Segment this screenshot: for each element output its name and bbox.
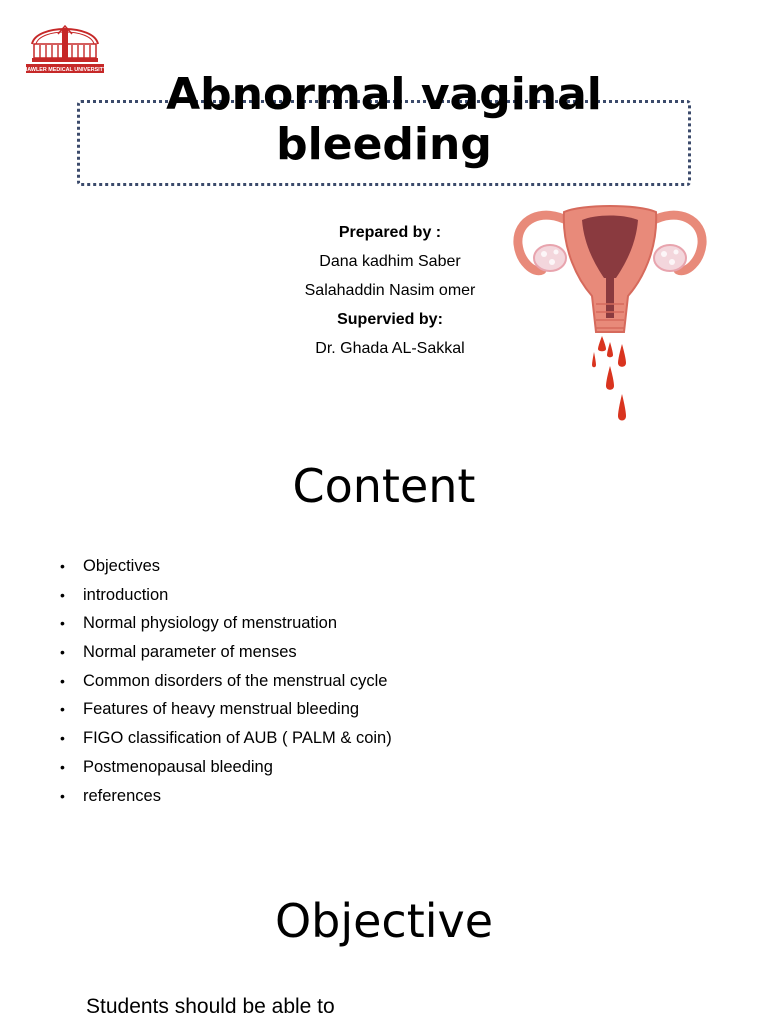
content-item-label: Common disorders of the menstrual cycle	[83, 671, 388, 690]
bullet-icon: •	[60, 558, 65, 574]
uterus-illustration	[512, 200, 708, 426]
content-list-item	[60, 695, 392, 724]
bullet-icon: •	[60, 586, 65, 603]
content-list-item	[60, 581, 392, 610]
content-item-label: Features of heavy menstrual bleeding	[83, 700, 360, 719]
university-logo	[22, 14, 108, 76]
content-list	[60, 552, 392, 810]
bullet-icon: •	[60, 730, 65, 747]
content-item-label: FIGO classification of AUB ( PALM & coin)	[83, 729, 392, 748]
content-list-item	[60, 552, 392, 581]
content-list-item	[60, 753, 392, 782]
content-list-item	[60, 782, 392, 811]
content-item-label: introduction	[83, 585, 169, 604]
author-1: Dana kadhim Saber	[319, 253, 461, 270]
bullet-icon: •	[60, 644, 65, 661]
objective-intro: Students should be able to	[86, 995, 335, 1018]
prepared-by-label: Prepared by :	[338, 224, 442, 241]
page-title	[0, 70, 768, 170]
content-item-label: Normal physiology of menstruation	[83, 614, 338, 633]
content-list-item	[60, 724, 392, 753]
supervised-by-label: Supervied by:	[337, 311, 443, 328]
content-item-label: Normal parameter of menses	[83, 643, 297, 662]
content-item-label: Postmenopausal bleeding	[83, 757, 273, 776]
bullet-icon: •	[60, 615, 65, 632]
credits-block	[240, 218, 540, 363]
bullet-icon: •	[60, 787, 65, 804]
logo-caption: HAWLER MEDICAL UNIVERSITY	[23, 67, 107, 73]
content-heading: Content	[292, 459, 476, 513]
content-list-item	[60, 638, 392, 667]
content-item-label: references	[83, 786, 161, 805]
bullet-icon: •	[60, 758, 65, 775]
bullet-icon: •	[60, 672, 65, 689]
objective-heading: Objective	[274, 894, 494, 948]
supervisor-name: Dr. Ghada AL-Sakkal	[315, 340, 465, 357]
content-list-item	[60, 609, 392, 638]
author-2: Salahaddin Nasim omer	[304, 282, 476, 299]
title-line-2: bleeding	[276, 119, 492, 170]
content-item-label: Objectives	[83, 557, 161, 575]
content-list-item	[60, 667, 392, 696]
title-line-1: Abnormal vaginal	[166, 69, 602, 120]
bullet-icon: •	[60, 701, 65, 718]
